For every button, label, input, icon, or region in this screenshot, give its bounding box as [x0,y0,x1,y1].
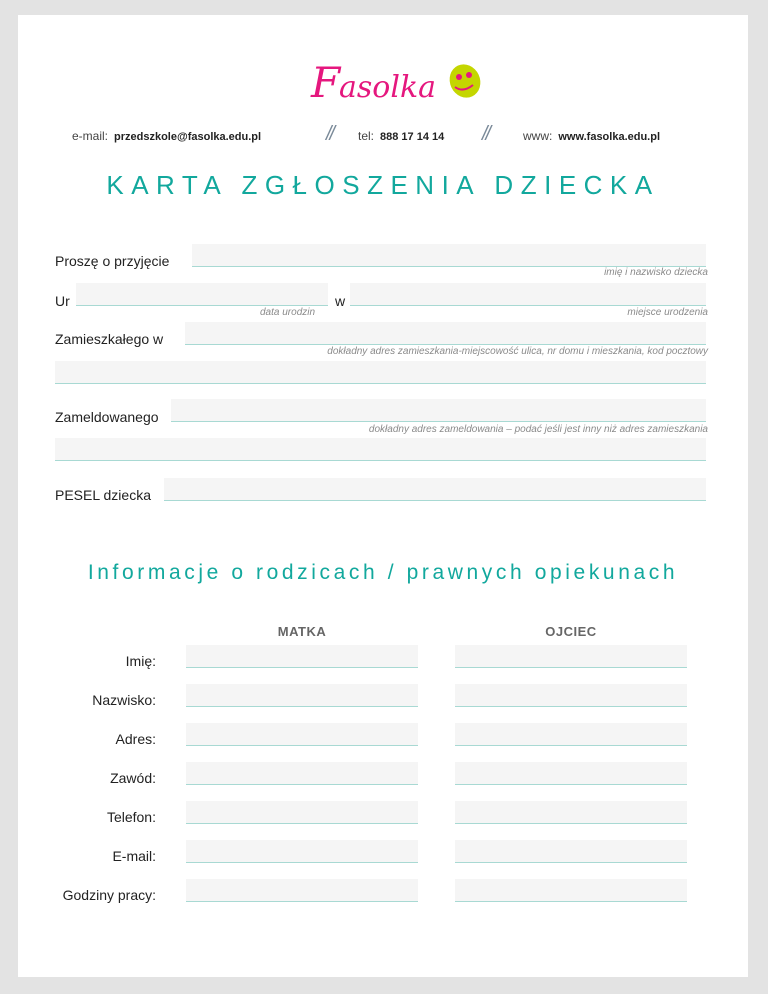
birth-date-hint: data urodzin [260,307,316,318]
parent-row-label: Telefon: [106,809,156,825]
admission-label: Proszę o przyjęcie [55,253,170,269]
child-name-hint: imię i nazwisko dziecka [604,267,708,278]
logo-text: asolka [339,70,437,105]
parent-row-label: Imię: [125,653,156,669]
father-field[interactable] [455,840,687,863]
fasolka-logo [303,45,493,117]
residence-label: Zamieszkałego w [55,331,164,347]
bean-shape [444,59,486,102]
father-column-header: OJCIEC [545,624,597,639]
separator: // [326,123,334,145]
mother-field[interactable] [186,879,418,902]
birth-place-field[interactable] [350,283,706,306]
birth-place-hint: miejsce urodzenia [627,307,708,318]
separator: // [482,123,490,145]
father-field[interactable] [455,879,687,902]
email-value[interactable]: przedszkole@fasolka.edu.pl [114,131,262,143]
residence-field-line2[interactable] [55,361,706,384]
mother-field[interactable] [186,801,418,824]
father-field[interactable] [455,723,687,746]
logo-f: F [311,58,341,107]
parent-row-label: E-mail: [112,848,156,864]
registered-label: Zameldowanego [55,409,159,425]
mother-field[interactable] [186,840,418,863]
tel-label: tel: [358,129,375,143]
email-contact [72,129,261,143]
residence-hint: dokładny adres zamieszkania-miejscowość ulica, nr domu i mieszkania, kod pocztowy [327,346,708,357]
parent-row-label: Nazwisko: [92,692,156,708]
tel-value[interactable]: 888 17 14 14 [380,131,445,143]
www-label: www: [523,129,553,143]
pesel-label: PESEL dziecka [55,487,151,503]
mother-field[interactable] [186,762,418,785]
form-page [18,15,748,977]
registered-hint: dokładny adres zameldowania – podać jeśli jest inny niż adres zamieszkania [368,424,708,435]
mother-field[interactable] [186,723,418,746]
www-contact [523,129,660,143]
father-field[interactable] [455,684,687,707]
born-in-label: w [335,293,346,309]
child-name-field[interactable] [192,244,706,267]
birth-date-field[interactable] [76,283,328,306]
parents-section-title: Informacje o rodzicach / prawnych opiekunach [87,561,679,584]
bean-eye [466,72,472,78]
email-label: e-mail: [72,129,109,143]
born-label: Ur [55,293,70,309]
registered-field-line2[interactable] [55,438,706,461]
parent-row-label: Adres: [115,731,156,747]
mother-column-header: MATKA [277,624,327,639]
parent-row-label: Zawód: [110,770,156,786]
father-field[interactable] [455,762,687,785]
pesel-field[interactable] [164,478,706,501]
parent-row-label: Godziny pracy: [62,887,156,903]
www-value[interactable]: www.fasolka.edu.pl [558,131,661,143]
bean-eye [456,74,462,80]
form-title: KARTA ZGŁOSZENIA DZIECKA [106,170,660,200]
father-field[interactable] [455,645,687,668]
residence-field[interactable] [185,322,706,345]
mother-field[interactable] [186,684,418,707]
registered-field[interactable] [171,399,706,422]
father-field[interactable] [455,801,687,824]
mother-field[interactable] [186,645,418,668]
tel-contact [358,129,444,143]
